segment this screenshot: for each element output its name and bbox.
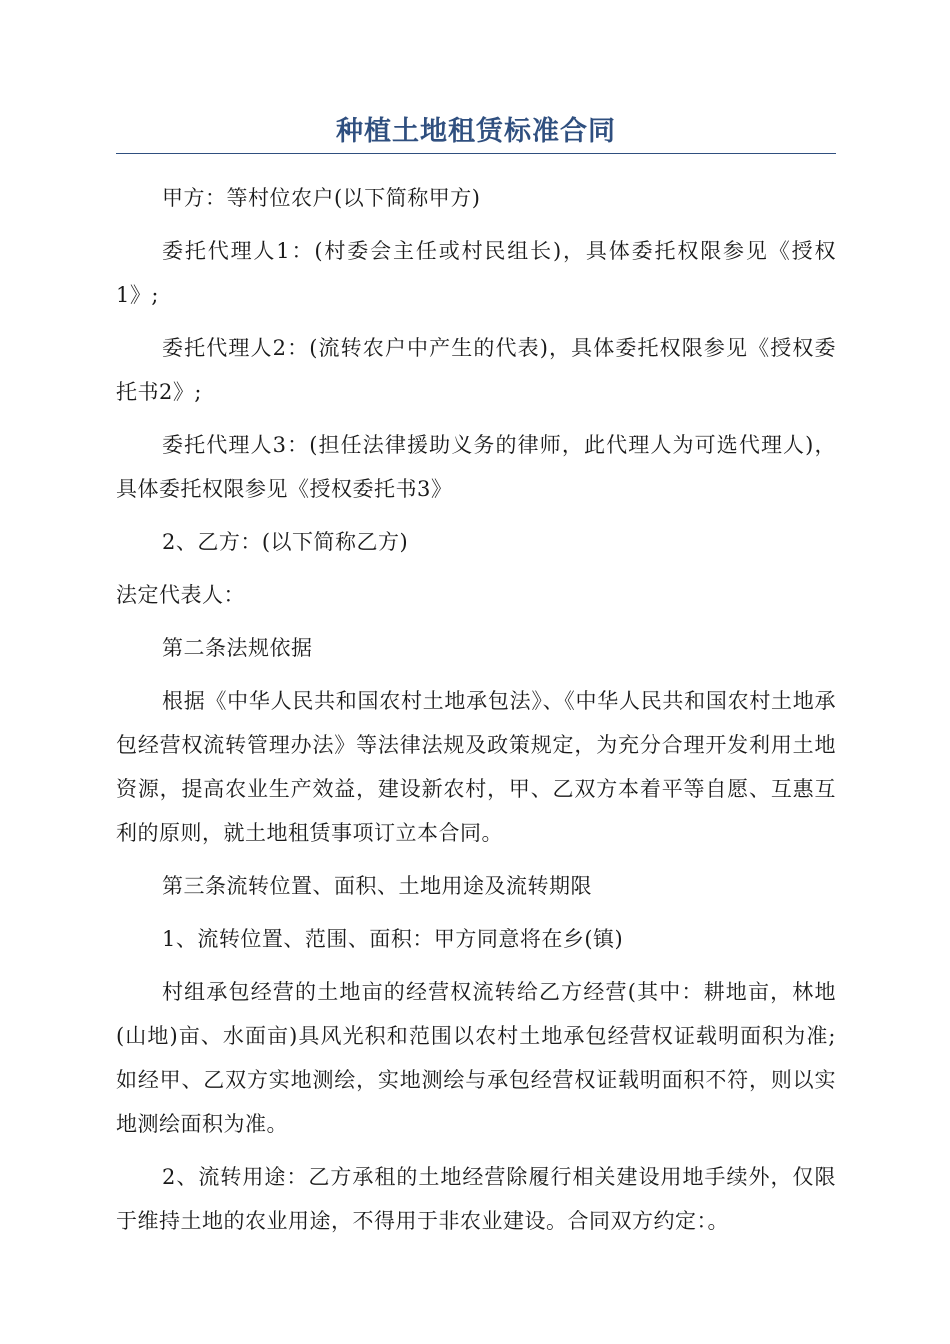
paragraph-agent-1: 委托代理人1：(村委会主任或村民组长)，具体委托权限参见《授权1》;	[116, 239, 836, 307]
paragraph-legal-rep: 法定代表人：	[116, 583, 245, 607]
document-title: 种植土地租赁标准合同	[336, 116, 616, 147]
paragraph-party-a: 甲方：等村位农户(以下简称甲方)	[162, 186, 481, 210]
paragraph-party-b: 2、乙方：(以下简称乙方)	[162, 530, 409, 554]
paragraph-agent-3: 委托代理人3：(担任法律援助义务的律师，此代理人为可选代理人)，具体委托权限参见《授权委托书3》	[116, 433, 836, 501]
paragraph-legal-basis: 根据《中华人民共和国农村土地承包法》、《中华人民共和国农村土地承包经营权流转管理办法》等法律法规及政策规定，为充分合理开发利用土地资源，提高农业生产效益，建设新农村，甲、乙双方本着平等自愿、互惠互利的原则，就土地租赁事项订立本合同。	[116, 689, 836, 845]
paragraph-location: 1、流转位置、范围、面积：甲方同意将在乡(镇)	[162, 927, 624, 951]
heading-article-3: 第三条流转位置、面积、土地用途及流转期限	[162, 874, 592, 898]
heading-article-2: 第二条法规依据	[162, 636, 313, 660]
paragraph-usage: 2、流转用途：乙方承租的土地经营除履行相关建设用地手续外，仅限于维持土地的农业用途，不得用于非农业建设。合同双方约定：。	[116, 1165, 836, 1233]
paragraph-area: 村组承包经营的土地亩的经营权流转给乙方经营(其中：耕地亩，林地(山地)亩、水面亩)具风光积和范围以农村土地承包经营权证载明面积为准;如经甲、乙双方实地测绘，实地测绘与承包经营权证载明面积不符，则以实地测绘面积为准。	[116, 980, 836, 1136]
title-underline	[116, 153, 836, 154]
paragraph-agent-2: 委托代理人2：(流转农户中产生的代表)，具体委托权限参见《授权委托书2》;	[116, 336, 836, 404]
document-body	[116, 176, 836, 1243]
document-page	[116, 112, 836, 1252]
